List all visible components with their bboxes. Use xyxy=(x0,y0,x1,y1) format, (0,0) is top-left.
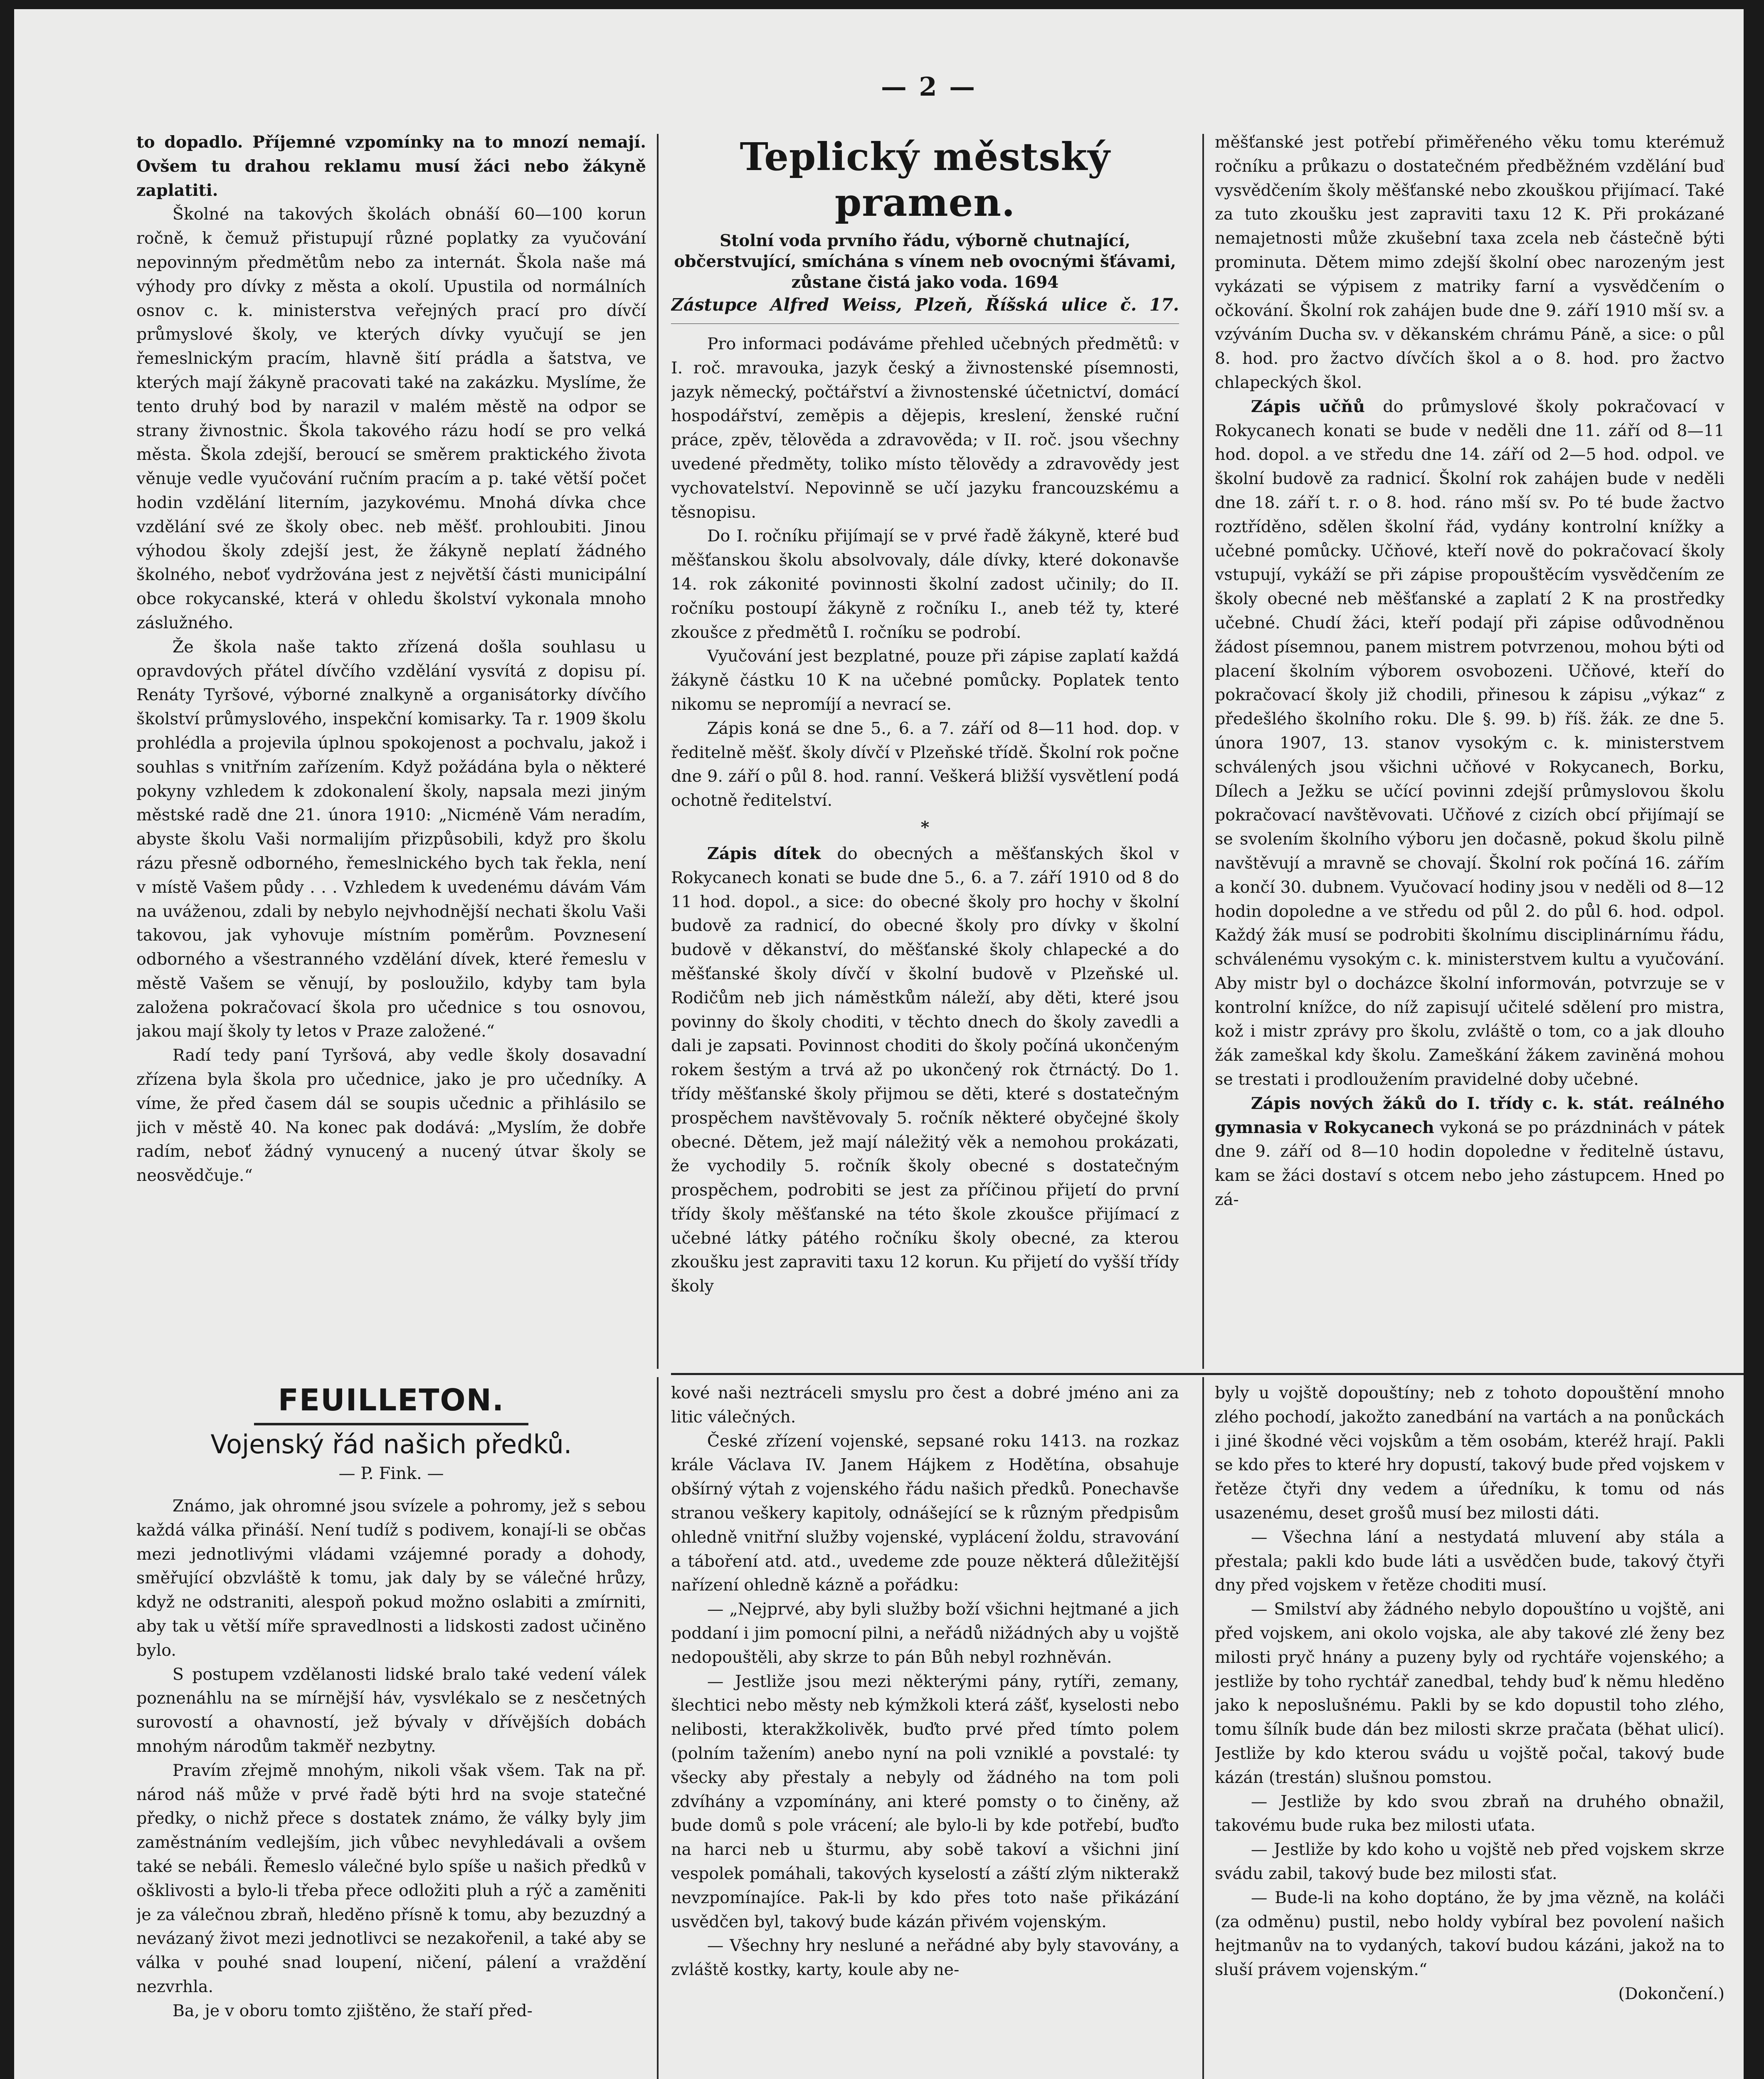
paragraph: — Smilství aby žádného nebylo dopouštíno u vojště, ani před vojskem, ani okolo vojska, ale aby takové zlé ženy bez milosti pryč hnány a puzeny byly od rychtáře vojenského; a jestliže by toho rychtář zanedbal, tehdy buď k němu hleděno jako k neposlušnému. Pakli by se kdo dopustil toho zlého, tomu šílník bude dán bez milosti skrze pračata (běhat ulicí). Jestliže by kdo kterou svádu u vojště počal, takový bude kázán (trestán) slušnou pomstou. xyxy=(1215,1600,1725,1787)
ad-body: Stolní voda prvního řádu, výborně chutnající, občerstvující, smíchána s vínem neb ovocnými šťávami, zůstane čistá jako voda. 1694 xyxy=(674,231,1176,292)
column-rule xyxy=(1202,134,1204,1369)
paragraph: Pro informaci podáváme přehled učebných předmětů: v I. roč. mravouka, jazyk český a živnostenské písemnosti, jazyk německý, počtářství a živnostenské účetnictví, domácí hospodářství, zeměpis a dějepis, kreslení, ženské ruční práce, zpěv, tělověda a zdravověda; v II. roč. jsou všechny uvedené předměty, toliko místo tělovědy a zdravovědy jest vychovatelství. Nepovinně se učí jazyku francouzskému a těsnopisu. xyxy=(671,334,1179,522)
feuilleton-column-1 xyxy=(136,1377,646,2079)
divider xyxy=(671,323,1179,324)
paragraph: — Jestliže jsou mezi některými pány, rytíři, zemany, šlechtici nebo městy neb kýmžkoli která zášť, kyselosti nebo nelibosti, kterakžkolivěk, buďto prvé před tímto polem (polním tažením) anebo nyní na poli vzniklé a povstalé: ty všecky aby přestaly a nebyly od žádného na tom poli zdvíhány a vzpomínány, ani které pomsty o to činěny, až bude domů s pole vrácení; ale bylo-li by kde potřebí, buďto na harci neb u šturmu, aby sobě takoví a všichni jiní vespolek pomáhali, takových kyselostí a záští zlým nikterakž nevzpomínajíce. Pak-li by kdo přes toto naše přikázání usvědčen byl, takový bude kázán přivém vojenským. xyxy=(671,1672,1179,1931)
paragraph: Zápis koná se dne 5., 6. a 7. září od 8—11 hod. dop. v ředitelně měšť. školy dívčí v Plzeňské třídě. Školní rok počne dne 9. září o půl 8. hod. ranní. Veškerá bližší vysvětlení podá ochotně ředitelství. xyxy=(671,719,1179,810)
paragraph-lead: Zápis dítek xyxy=(707,844,821,863)
ad-code: 1694 xyxy=(1013,273,1059,292)
continuation-note: (Dokončení.) xyxy=(1618,1984,1725,2003)
column-rule xyxy=(657,1377,659,2079)
column-2-article xyxy=(671,134,1179,1373)
column-rule xyxy=(657,134,659,1369)
paragraph: Zápis nových žáků do I. třídy c. k. stát. reálného gymnasia v Rokycanech vykoná se po prázdninách v pátek dne 9. září od 8—10 hodin dopoledne v ředitelně ústavu, kam se žáci dostaví s otcem nebo jeho zástupcem. Hned po zá- xyxy=(1215,1094,1725,1210)
paragraph: — Bude-li na koho doptáno, že by jma vězně, na koláči (za odměnu) pustil, nebo holdy vybíral bez povolení našich hejtmanův na to vydaných, takoví budou kázáni, jakož na to sluší právem vojenským.“ xyxy=(1215,1888,1725,1980)
feuilleton-rule xyxy=(136,1373,646,1375)
paragraph: měšťanské jest potřebí přiměřeného věku tomu kterémuž ročníku a průkazu o dostatečném předběžném vzdělání buď vysvědčením školy měšťanské nebo zkouškou přijímací. Také za tuto zkoušku jest zapraviti taxu 12 K. Při prokázané nemajetnosti může zkušební taxa zcela neb částečně býti prominuta. Dětem mimo zdejší školní obec narozeným jest vykázati se výpisem z matriky farní a vysvědčením o očkování. Školní rok zahájen bude dne 9. září 1910 mší sv. a vzýváním Ducha sv. v děkanském chrámu Páně, a sice: o půl 8. hod. pro žactvo dívčích škol a o 8. hod. pro žactvo chlapeckých škol. xyxy=(1215,133,1725,392)
paragraph-lead: Zápis učňů xyxy=(1251,397,1365,416)
ad-title: Teplický městský pramen. xyxy=(740,134,1110,225)
paragraph: Zápis učňů do průmyslové školy pokračovací v Rokycanech konati se bude v neděli dne 11. září od 8—11 hod. dopol. a ve středu dne 14. září od 2—5 hod. odpol. ve školní budově za radnicí. Školní rok zahájen bude v neděli dne 18. září t. r. o 8. hod. ráno mší sv. Po té bude žactvo roztříděno, sdělen školní řád, vydány kontrolní knížky a učebné pomůcky. Učňové, kteří nově do pokračovací školy vstupují, vykáží se při zápise propouštěcím vysvědčením ze školy obecné neb měšťanské a zaplatí 2 K na prostředky učebné. Chudí žáci, kteří podají při zápise odůvodněnou žádost písemnou, panem mistrem potvrzenou, mohou býti od placení školním výborem osvobozeni. Učňové, kteří do pokračovací školy již chodili, přinesou k zápisu „výkaz“ z předešlého školního roku. Dle §. 99. b) říš. žák. ze dne 5. února 1907, 13. stanov vysokým c. k. ministerstvem schválených jsou všichni učňové v Rokycanech, Borku, Dílech a Ježku se učící povinni zdejší průmyslovou školu pokračovací navštěvovati. Učňové z cizích obcí přijímají se se svolením školního výboru jen dočasně, pokud školu pilně navštěvují a mravně se chovají. Školní rok počíná 16. zářím a končí 30. dubnem. Vyučovací hodiny jsou v neděli od 8—12 hodin dopoledne a ve středu od půl 2. do půl 6. hod. odpol. Každý žák musí se podrobiti školnímu disciplinárnímu řádu, schválenému vysokým c. k. ministerstvem kultu a vyučování. Aby mistr byl o docházce školní informován, potvrzuje se v kontrolní knížce, do níž zapisují učitelé sdělení pro mistra, kož i mistr zprávy pro školu, zvláště o tom, co a jak dlouho žák zameškal kdy školu. Zameškání žákem zaviněná mohou se trestati i prodloužením pravidelné doby učebné. xyxy=(1215,397,1725,1089)
feuilleton-column-2 xyxy=(671,1381,1179,2079)
heading-underline xyxy=(254,1423,528,1425)
feuilleton-heading: FEUILLETON. xyxy=(278,1383,505,1417)
feuilleton-column-3 xyxy=(1215,1381,1725,2079)
paragraph: Pravím zřejmě mnohým, nikoli však všem. Tak na př. národ náš může v prvé řadě býti hrd na svoje statečné předky, o nichž přece s dostatek známo, že války byly jim zaměstnáním vedlejším, jich vůbec nevyhledávali a ovšem také se nebáli. Řemeslo válečné bylo spíše u našich předků v ošklivosti a bylo-li třeba přece odložiti pluh a rýč a zaměniti je za válečnou zbraň, hleděno přísně k tomu, aby bezuzdný a nevázaný život mezi jednotlivci se nezakořenil, a také aby se válka v pouhé snad loupení, ničení, pálení a vraždění nezvrhla. xyxy=(136,1760,646,1996)
feuilleton-author: — P. Fink. — xyxy=(338,1464,444,1483)
paragraph: Že škola naše takto zřízená došla souhlasu u opravdových přátel dívčího vzdělání vysvítá z dopisu pí. Renáty Tyršové, výborné znalkyně a organisátorky dívčího školství průmyslového, inspekční komisarky. Ta r. 1909 školu prohlédla a projevila úplnou spokojenost a pochvalu, jakož i souhlas s vnitřním zařízením. Když požádána byla o některé pokyny vzhledem k zdokonalení školy, napsala mezi jiným městské radě dne 21. února 1910: „Nicméně Vám neradím, abyste školu Vaši normalijím přizpůsobili, když pro školu rázu přesně odborného, řemeslnického bych tak řekla, není v místě Vašem půdy . . . Vzhledem k uvedenému dávám Vám na uváženou, zdali by nebylo nejvhodnější nechati školu Vaši takovou, jak vyhovuje místním poměrům. Povznesení odborného a všestranného vzdělání dívek, které řemeslu v městě Vašem se věnují, by posloužilo, kdyby tam byla založena pokračovací škola pro učednice s tou osnovou, jakou mají školy ty letos v Praze založené.“ xyxy=(136,637,646,1041)
ad-contact: Zástupce Alfred Weiss, Plzeň, Říšská ulice č. 17. xyxy=(671,295,1179,315)
paragraph: — Všechny hry nesluné a neřádné aby byly stavovány, a zvláště kostky, karty, koule aby ne- xyxy=(671,1936,1179,1980)
paragraph: to dopadlo. Příjemné vzpomínky na to mnozí nemají. Ovšem tu drahou reklamu musí žáci nebo žákyně zaplatiti. xyxy=(136,133,646,200)
paragraph: — Jestliže by kdo svou zbraň na druhého obnažil, takovému bude ruka bez milosti uťata. xyxy=(1215,1792,1725,1835)
paragraph: Radí tedy paní Tyršová, aby vedle školy dosavadní zřízena byla škola pro učednice, jako je pro učedníky. A víme, že před časem dál se soupis učednic a přihlásilo se jich v městě 40. Na konec pak dodává: „Myslím, že dobře radím, neboť žádný vynucený a nucený útvar školy se neosvědčuje.“ xyxy=(136,1046,646,1185)
paragraph: — „Nejprvé, aby byli služby boží všichni hejtmané a jich poddaní i jim pomocní pilni, a neřádů nižádných aby u vojště nedopouštěli, aby skrze to pán Bůh nebyl rozhněván. xyxy=(671,1600,1179,1667)
column-3-article xyxy=(1215,131,1725,1369)
paragraph: Školné na takových školách obnáší 60—100 korun ročně, k čemuž přistupují různé poplatky za vyučování nepovinným předmětům nebo za internát. Škola naše má výhody pro dívky z města a okolí. Upustila od normálních osnov c. k. ministerstva veřejných prací pro dívčí průmyslové školy, ve kterých dívky vyučují se jen řemeslnickým pracím, hlavně šití prádla a šatstva, ve kterých mají žákyně pracovati také na zakázku. Myslíme, že tento druhý bod by narazil v malém městě na odpor se strany živnostnic. Škola takového rázu hodí se pro velká města. Škola zdejší, beroucí se směrem praktického života věnuje vedle vyučování ručním pracím a p. také větší počet hodin vzdělání literním, jazykovému. Mnohá dívka chce vzdělání své ze školy obec. neb měšť. prohloubiti. Jinou výhodou školy zdejší jest, že žákyně neplatí žádného školného, neboť vydržována jest z největší části municipální obce rokycanské, která v ohledu školství vykonala mnoho záslužného. xyxy=(136,205,646,632)
paragraph: České zřízení vojenské, sepsané roku 1413. na rozkaz krále Václava IV. Janem Hájkem z Hodětína, obsahuje obšírný výtah z vojenského řádu našich předků. Ponechavše stranou veškery kapitoly, odnášející se k různým předpisům ohledně vnitřní služby vojenské, vyplácení žoldu, stravování a táboření atd. atd., uvedeme zde pouze některá důležitější nařízení ohledně kázně a pořádku: xyxy=(671,1431,1179,1595)
paragraph: Do I. ročníku přijímají se v prvé řadě žákyně, které buď měšťanskou školu absolvovaly, dále dívky, které dokonavše 14. rok zákonité povinnosti školní zadost učinily; do II. ročníku postoupí žákyně z ročníku I., aneb též ty, které zkoušce z předmětů I. ročníku se podrobí. xyxy=(671,526,1179,642)
feuilleton-rule xyxy=(671,1373,1744,1375)
paragraph: Ba, je v oboru tomto zjištěno, že staří před- xyxy=(172,2001,533,2020)
feuilleton-title: Vojenský řád našich předků. xyxy=(210,1429,572,1459)
paragraph: — Všechna lání a nestydatá mluvení aby stála a přestala; pakli kdo bude láti a usvědčen bude, takový čtyři dny před vojskem v řetěze choditi musí. xyxy=(1215,1527,1725,1595)
paragraph: — Jestliže by kdo koho u vojště neb před vojskem skrze svádu zabil, takový bude bez milosti sťat. xyxy=(1215,1840,1725,1883)
paragraph-lead: Zápis nových žáků do I. třídy c. k. stát. reálného gymnasia v Rokycanech xyxy=(1215,1094,1725,1137)
paragraph: Vyučování jest bezplatné, pouze při zápise zaplatí každá žákyně částku 10 K na učebné pomůcky. Poplatek tento nikomu se nepromíjí a nevrací se. xyxy=(671,647,1179,714)
page-number: — 2 — xyxy=(881,72,977,102)
advertisement xyxy=(671,134,1179,317)
paragraph: S postupem vzdělanosti lidské bralo také vedení válek poznenáhlu na se mírnější háv, vysvlékalo se z nesčetných surovostí a ohavností, jež bývaly v dřívějších dobách mnohým národům takměř nezbytny. xyxy=(136,1664,646,1756)
column-rule xyxy=(1202,1377,1204,2079)
column-1-article xyxy=(136,131,646,1369)
newspaper-page xyxy=(14,9,1744,2079)
paragraph: Známo, jak ohromné jsou svízele a pohromy, jež s sebou každá válka přináší. Není tudíž s podivem, konají-li se občas mezi jednotlivými vládami vzájemné porady a dohody, směřující obzvláště k tomu, jak daly by se válečné hrůzy, když ne odstraniti, alespoň pokud možno oslabiti a zmírniti, aby tak u větší míře spravedlnosti a lidskosti zadost učiněno bylo. xyxy=(136,1496,646,1660)
paragraph: byly u vojště dopouštíny; neb z tohoto dopouštění mnoho zlého pochodí, jakožto zanedbání na vartách a na ponůckách i jiné škodné věci vojskům a těm osobám, kteréž hrají. Pakli se kdo přes to které hry dopustí, takový bude před vojskem v řetěze čtyři dny vedem a úředníku, k tomu od nás usazenému, deset grošů musí bez milosti dáti. xyxy=(1215,1383,1725,1523)
section-star: * xyxy=(920,817,930,837)
paragraph: Zápis dítek do obecných a měšťanských škol v Rokycanech konati se bude dne 5., 6. a 7. září 1910 od 8 do 11 hod. dopol., a sice: do obecné školy pro hochy v školní budově za radnicí, do obecné školy pro dívky v školní budově v děkanství, do měšťanské školy chlapecké a do měšťanské školy dívčí v školní budově v Plzeňské ul. Rodičům neb jich náměstkům náleží, aby děti, které jsou povinny do školy choditi, v těchto dnech do školy zavedli a dali je zapsati. Povinnost choditi do školy počíná ukončeným rokem šestým a trvá až po ukončený rok čtrnáctý. Do 1. třídy měšťanské školy přijmou se děti, které s dostatečným prospěchem navštěvovaly 5. ročník některé obyčejné školy obecné. Dětem, jež mají náležitý věk a nemohou prokázati, že vychodily 5. ročník školy obecné s dostatečným prospěchem, podrobiti se jest za příčinou přijetí do první třídy školy měšťanské na této škole zkoušce přijímací z učebné látky pátého ročníku školy obecné, za kterou zkoušku jest zapraviti taxu 12 korun. Ku přijetí do vyšší třídy školy xyxy=(671,844,1179,1296)
paragraph: kové naši neztráceli smyslu pro čest a dobré jméno ani za litic válečných. xyxy=(671,1383,1179,1427)
